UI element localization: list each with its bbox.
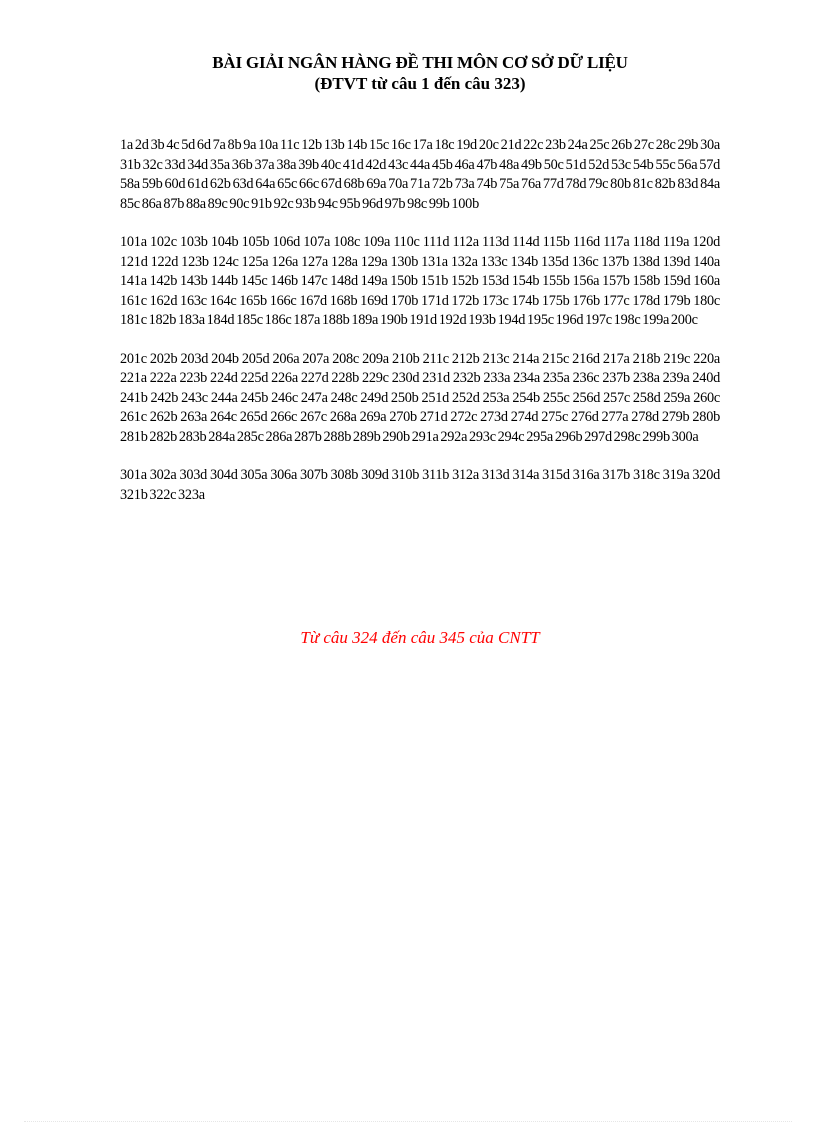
document-subtitle: (ĐTVT từ câu 1 đến câu 323): [314, 74, 526, 93]
answer-key: [120, 136, 720, 524]
answer-block-301-323: 301a 302a 303d 304d 305a 306a 307b 308b 309d 310b 311b 312a 313d 314a 315d 316a 317b 318c 319a 320d 321b 322c 323a: [120, 467, 720, 503]
answer-block-201-300: 201c 202b 203d 204b 205d 206a 207a 208c 209a 210b 211c 212b 213c 214a 215c 216d 217a 218b 219c 220a 221a 222a 223b 224d 225d 226a 227d 228b 229c 230d 231d 232b 233a 234a 235a 236c 237b 238a 239a 240d 241b 242b 243c 244a 245b 246c 247a 248c 249d 250b 251d 252d 253a 254b 255c 256d 257c 258d 259a 260c 261c 262b 263a 264c 265d 266c 267c 268a 269a 270b 271d 272c 273d 274d 275c 276d 277a 278d 279b 280b 281b 282b 283b 284a 285c 286a 287b 288b 289b 290b 291a 292a 293c 294c 295a 296b 297d 298c 299b 300a: [120, 350, 720, 445]
document-title: BÀI GIẢI NGÂN HÀNG ĐỀ THI MÔN CƠ SỞ DỮ LIỆU: [212, 53, 628, 72]
cntt-note: Từ câu 324 đến câu 345 của CNTT: [300, 628, 540, 647]
answer-block-101-200: 101a 102c 103b 104b 105b 106d 107a 108c 109a 110c 111d 112a 113d 114d 115b 116d 117a 118d 119a 120d 121d 122d 123b 124c 125a 126a 127a 128a 129a 130b 131a 132a 133c 134b 135d 136c 137b 138d 139d 140a 141a 142b 143b 144b 145c 146b 147c 148d 149a 150b 151b 152b 153d 154b 155b 156a 157b 158b 159d 160a 161c 162d 163c 164c 165b 166c 167d 168b 169d 170b 171d 172b 173c 174b 175b 176b 177c 178d 179b 180c 181c 182b 183a 184d 185c 186c 187a 188b 189a 190b 191d 192d 193b 194d 195c 196d 197c 198c 199a 200c: [120, 234, 720, 328]
page-bottom-rule: [24, 1121, 792, 1122]
answer-block-1-100: 1a 2d 3b 4c 5d 6d 7a 8b 9a 10a 11c 12b 13b 14b 15c 16c 17a 18c 19d 20c 21d 22c 23b 24a 25c 26b 27c 28c 29b 30a 31b 32c 33d 34d 35a 36b 37a 38a 39b 40c 41d 42d 43c 44a 45b 46a 47b 48a 49b 50c 51d 52d 53c 54b 55c 56a 57d 58a 59b 60d 61d 62b 63d 64a 65c 66c 67d 68b 69a 70a 71a 72b 73a 74b 75a 76a 77d 78d 79c 80b 81c 82b 83d 84a 85c 86a 87b 88a 89c 90c 91b 92c 93b 94c 95b 96d 97b 98c 99b 100b: [120, 137, 720, 212]
